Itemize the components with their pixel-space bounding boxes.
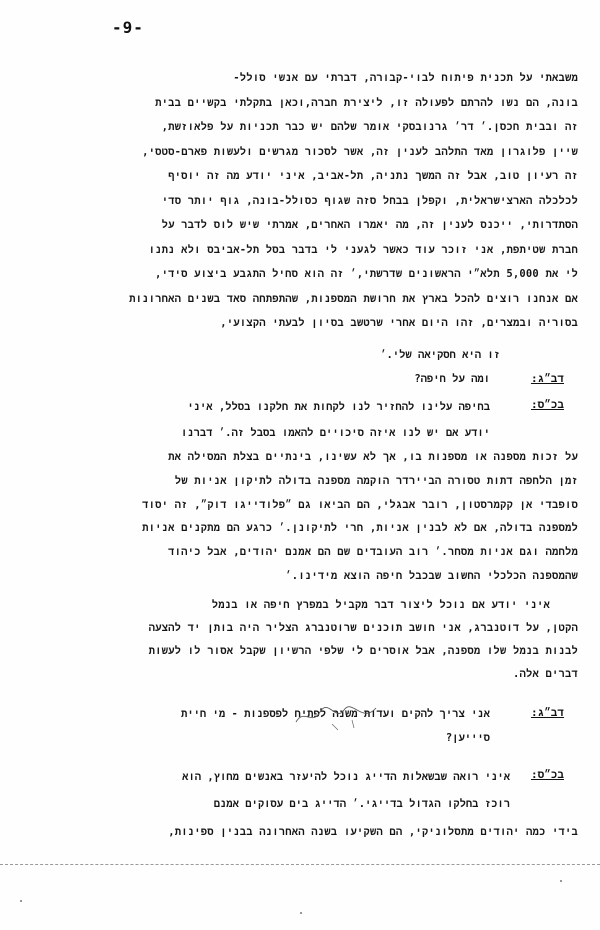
text-line: זמן הלחפה דתות טסורה הביירדר הוקמה מספנה בדולה לתיקון אניות של <box>174 474 578 487</box>
speaker-label: דב״ג: <box>530 706 564 719</box>
page-number: -9- <box>112 18 144 37</box>
text-line: בחיפה עלינו להחזיר לנו לקחות את חלקנו בסלל, איני <box>187 401 490 413</box>
text-line: למספנה בדולה, אם לא לבנין אניות, חרי לתיקונן.׳ כרגע הם מתקנים אניות <box>142 522 578 535</box>
text-line: רוכז בחלקו הגדול בדייגי.׳ הדייג בים עסוקים אמנם <box>213 798 510 810</box>
scan-speck <box>560 880 562 882</box>
paragraph-body <box>40 594 578 686</box>
text-line: לי את 5,000 תלא״י הראשונים שדרשתי,׳ זה הוא סחיל התגבע ביצוע סידי, <box>155 268 578 280</box>
speech-text <box>40 394 490 446</box>
scan-artifact-line <box>0 858 600 865</box>
text-line: ומה על חיפה? <box>414 373 490 385</box>
speech-text <box>40 764 510 818</box>
text-line: בסוריה ובמצרים, זהו היום אחרי שרטשב בסיון לבעתי הקצועי, <box>220 317 578 329</box>
scan-speck <box>300 912 302 914</box>
text-line: איני יודע אם נוכל ליצור דבר מקביל במפרץ חיפה או בנמל <box>211 599 550 611</box>
text-line: אני צריך להקים ועדות משנה לפתיח לפספנות - מי חיית <box>181 708 490 720</box>
text-line: לכלכלה הארצישראלית, וקפלן בבחל סזה שגוף כסולל-בונה, גוף יותר סדי <box>161 194 578 207</box>
speech-text <box>40 702 490 750</box>
speaker-label: בכ״ס: <box>530 768 564 781</box>
speech-text <box>40 368 490 390</box>
text-line: בונה, הם נשו להרתם לפעולה זו, ליצירת חברה,וכאן בתקלתי בקשיים בבית <box>155 96 578 109</box>
text-line: סופבדי אן קקמרסטון, רובר אבגלי, הם הביאו גם ״פלודייגו דוק״, זה יסוד <box>142 498 578 511</box>
text-line: הקטן, על דוטנברג, אני חושב תוכנים שרוטנברג הצליר היה בותן יד להצעה <box>148 622 578 634</box>
paragraph-closing-line <box>120 344 500 366</box>
text-line: דברים אלה. <box>512 668 578 680</box>
text-line: זו היא חסקיאה שלי.׳ <box>380 349 500 361</box>
speaker-label: דב״ג: <box>530 372 564 385</box>
text-line: זה ובבית חכסן.׳ דר׳ גרנובסקי אומר שלהם יש כבר תכניות על פלאוזשת, <box>161 121 578 133</box>
text-line: איני רואה שבשאלות הדייג נוכל להיעזר באנשים מחוץ, הוא <box>182 771 510 783</box>
text-line: יודע אם יש לנו איזה סיכויים להאמו בסבל זה.׳ דברנו <box>181 427 490 439</box>
speaker-label: בכ״ס: <box>530 398 564 411</box>
text-line: על זכות מספנה או מספנות בו, אך לא עשינו, בינתיים בצלת המסילה את <box>168 451 578 463</box>
text-line: אם אנחנו רוצים להכל בארץ את חרושת המספנות, שהתפתחה סאד בשנים האחרונות <box>129 292 578 305</box>
text-line: הסתדרותי, ייכנס לענין זה, מה יאמרו האחרים, אמרתי שיש לוס לדבר על <box>161 219 578 231</box>
text-line: משבאתי על תכנית פיתוח לבוי-קבורה, דברתי עם אנשי סולל- <box>233 72 578 84</box>
paragraph-body <box>40 820 578 845</box>
text-line: שיין פלוגרון מאד התלהב לענין זה, אשר לסכור מגרשים ולעשות פארם-סטסי, <box>142 145 578 158</box>
scan-speck <box>20 900 22 902</box>
text-line: סיייען? <box>445 732 490 744</box>
text-line: שהמספנה הכלכלי החשוב שבכבל חיפה הוצא מידינו.׳ <box>285 569 578 582</box>
text-line: בידי כמה יהודים מתסלוניקי, הם השקיעו בשנה האחרונה בבנין ספינות, <box>168 826 578 838</box>
handwritten-annotation <box>292 702 382 732</box>
text-line: לבנות בנמל שלו מספנה, אבל אוסרים לי שלפי הרשיון שקבל אסור לו לעשות <box>148 645 578 657</box>
paragraph-opening <box>40 66 578 336</box>
text-line: מלחמה וגם אניות מסחר.׳ רוב העובדים שם הם אמנם יהודים, אבל כיהוד <box>168 546 578 559</box>
paragraph-body <box>40 446 578 589</box>
text-line: זה רעיון טוב, אבל זה המשך נתניה, תל-אביב, איני יודע מה זה יוסיף <box>168 170 578 182</box>
text-line: חברת שטיתפת, אני זוכר עוד כאשר לגעני לי בדבר בסל תל-אביבס ולא נתנו <box>148 243 578 256</box>
